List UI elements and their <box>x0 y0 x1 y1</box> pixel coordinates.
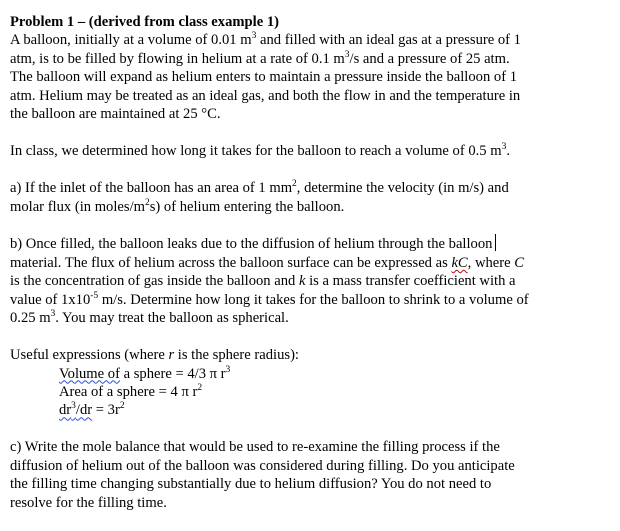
useful-expressions <box>10 346 614 420</box>
part-b-line-5: 0.25 $m^3$. You may treat the balloon as spherical. <box>10 309 289 327</box>
part-c <box>10 438 614 512</box>
intro-line-3: The balloon will expand as helium enters to maintain a pressure inside the balloon of 1 <box>10 69 518 86</box>
part-a-line-2: molar flux (in moles/$m^2s$) of helium entering the balloon. <box>10 197 345 215</box>
volume-expression: Volume of a sphere = 4/3 π $r^3$ <box>59 364 231 382</box>
part-b-line-3: is the concentration of gas inside the balloon and k is a mass transfer coefficient with a <box>10 273 516 290</box>
useful-header: Useful expressions (where r is the sphere radius): <box>10 347 299 364</box>
spacer <box>10 216 614 234</box>
grammar-flag-volume-of[interactable]: Volume of <box>59 365 120 382</box>
part-b-line-2: material. The flux of helium across the balloon surface can be expressed as kC, where C <box>10 254 524 271</box>
part-b-line-4: value of $1x10^{-5}$ m/s. Determine how long it takes for the balloon to shrink to a volume of <box>10 290 529 308</box>
spellcheck-flag-kc[interactable]: kC <box>451 254 468 271</box>
intro-line-1: A balloon, initially at a volume of 0.01 $m^3$ and filled with an ideal gas at a pressure of 1 <box>10 31 521 49</box>
class-note: In class, we determined how long it takes for the balloon to reach a volume of 0.5 $m^3$. <box>10 142 510 160</box>
spacer <box>10 124 614 142</box>
text-cursor <box>495 234 496 251</box>
spacer <box>10 161 614 179</box>
problem-title: Problem 1 – (derived from class example 1) <box>10 14 279 30</box>
intro-line-5: the balloon are maintained at 25 °C. <box>10 106 221 123</box>
derivative-expression: $dr^3/dr = 3r^2$ <box>59 401 125 419</box>
document-page[interactable] <box>10 13 614 512</box>
area-expression: Area of a sphere = 4 π $r^2$ <box>59 383 203 400</box>
intro-line-4: atm. Helium may be treated as an ideal gas, and both the flow in and the temperature in <box>10 87 521 104</box>
part-a-line-1: a) If the inlet of the balloon has an area of 1 $mm^2$, determine the velocity (in m/s) and <box>10 179 509 197</box>
part-c-line-2: diffusion of helium out of the balloon was considered during filling. Do you anticipate <box>10 457 515 474</box>
part-b-line-1: b) Once filled, the balloon leaks due to the diffusion of helium through the balloon <box>10 234 614 253</box>
intro-line-2: atm, is to be filled by flowing in helium at a rate of 0.1 $m^3/s$ and a pressure of 25 atm. <box>10 49 510 67</box>
part-c-line-1: c) Write the mole balance that would be used to re-examine the filling process if the <box>10 439 500 456</box>
part-c-line-4: resolve for the filling time. <box>10 494 167 511</box>
spacer <box>10 420 614 438</box>
grammar-flag-derivative[interactable]: $dr^3/dr$ <box>59 401 93 419</box>
part-a <box>10 179 614 216</box>
spacer <box>10 328 614 346</box>
part-b <box>10 234 614 327</box>
intro-paragraph <box>10 31 614 123</box>
part-c-line-3: the filling time changing substantially due to helium diffusion? You do not need to <box>10 476 492 493</box>
